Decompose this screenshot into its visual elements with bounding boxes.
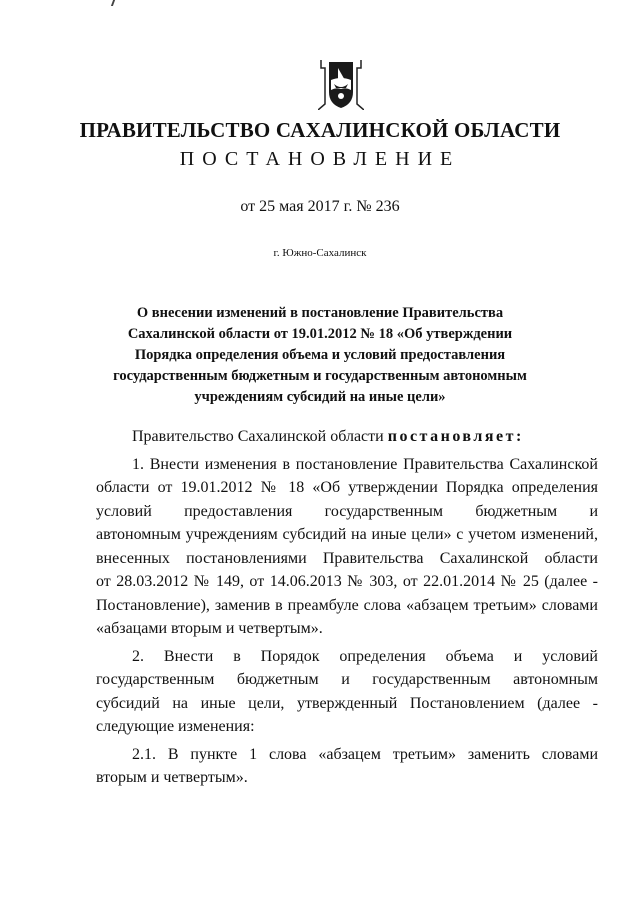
subject-line: государственным бюджетным и государственным автономным xyxy=(113,368,527,384)
document-body xyxy=(96,425,598,790)
paragraph-2-1-line: 2.1. В пункте 1 слова «абзацем третьим» заменить словами xyxy=(132,745,598,763)
paragraph-2-line: 2. Внести в Порядок определения объема и условий xyxy=(132,647,598,665)
sakhalin-coat-of-arms-icon xyxy=(318,60,364,110)
paragraph-2-line: следующие изменения: xyxy=(96,718,255,735)
paragraph-1-line: 1. Внести изменения в постановление Правительства Сахалинской xyxy=(132,455,598,473)
paragraph-1-line: от 28.03.2012 № 149, от 14.06.2013 № 303, от 22.01.2014 № 25 (далее - xyxy=(96,573,598,590)
paragraph-1-line: условий предоставления государственным бюджетным и xyxy=(96,502,598,520)
scan-artifact xyxy=(111,0,115,6)
subject-line: Сахалинской области от 19.01.2012 № 18 «Об утверждении xyxy=(127,326,513,342)
paragraph-2-line: государственным бюджетным и государственным автономным xyxy=(96,671,598,688)
paragraph-1-line: Постановление), заменив в преамбуле слова «абзацем третьим» словами xyxy=(96,596,598,614)
paragraph-1-line: области от 19.01.2012 № 18 «Об утверждении Порядка определения xyxy=(96,479,598,496)
document-type: ПОСТАНОВЛЕНИЕ xyxy=(179,148,461,170)
paragraph-2-line: субсидий на иные цели, утвержденный Постановлением (далее - xyxy=(96,694,598,712)
paragraph-1-line: «абзацами вторым и четвертым». xyxy=(96,620,323,637)
intro-text: Правительство Сахалинской области xyxy=(132,428,388,445)
document-date-number: от 25 мая 2017 г. № 236 xyxy=(240,198,400,215)
document-subject xyxy=(80,303,560,408)
government-title: ПРАВИТЕЛЬСТВО САХАЛИНСКОЙ ОБЛАСТИ xyxy=(79,118,561,142)
decree-word: постановляет: xyxy=(387,428,524,445)
paragraph-1-line: автономным учреждениям субсидий на иные цели» с учетом изменений, xyxy=(96,526,598,543)
subject-line: Порядка определения объема и условий предоставления xyxy=(134,347,506,363)
paragraph-2-1-line: вторым и четвертым». xyxy=(96,769,248,786)
subject-line: О внесении изменений в постановление Правительства xyxy=(136,305,504,321)
subject-line: учреждениям субсидий на иные цели» xyxy=(194,389,446,405)
document-city: г. Южно-Сахалинск xyxy=(273,247,367,259)
paragraph-1-line: внесенных постановлениями Правительства Сахалинской области xyxy=(96,549,598,567)
intro-paragraph xyxy=(96,425,598,449)
